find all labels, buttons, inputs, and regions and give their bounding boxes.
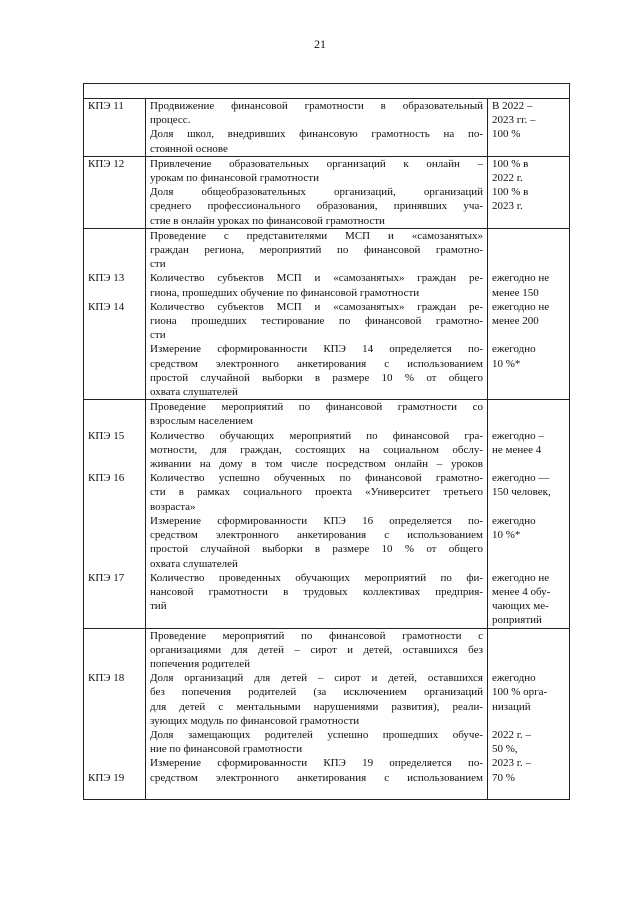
kpe-description-line: средством электронного анкетирования с использованием: [150, 771, 483, 784]
kpe-description-line: Доля замещающих родителей успешно прошедших обуче-: [150, 728, 483, 741]
kpe-description-line: организациями для детей – сирот и детей, оставшихся без: [150, 643, 483, 656]
kpe-description-cell: [146, 156, 488, 228]
kpe-value: 2023 г.: [492, 200, 523, 213]
kpe-value: низаций: [492, 700, 531, 713]
kpe-code: КПЭ 17: [88, 571, 125, 584]
kpe-value: [492, 414, 565, 428]
kpe-code: [88, 528, 141, 542]
kpe-description-line: простой случайной выборки в размере 10 % от общего: [150, 543, 483, 556]
kpe-description-cell: [146, 400, 488, 628]
kpe-code: КПЭ 15: [88, 429, 125, 442]
kpe-description-line: Проведение мероприятий по финансовой грамотности с: [150, 629, 483, 642]
table-row: [84, 628, 570, 799]
kpe-code-cell: [84, 228, 146, 399]
kpe-description-line: простой случайной выборки в размере 10 % от общего: [150, 371, 483, 384]
kpe-value: 50 %,: [492, 743, 518, 756]
kpe-description-line: взрослым населением: [150, 415, 253, 428]
kpe-code: [88, 414, 141, 428]
kpe-value: 100 % орга-: [492, 686, 548, 699]
kpe-code-cell: [84, 99, 146, 157]
kpe-description-line: Количество субъектов МСП и «самозанятых» граждан ре-: [150, 272, 483, 285]
kpe-code: [88, 199, 141, 213]
kpe-description-line: для детей с ментальными нарушениями развития), реали-: [150, 700, 483, 713]
kpe-code: КПЭ 16: [88, 472, 125, 485]
kpe-value: [492, 229, 565, 243]
kpe-value: ежегодно не: [492, 571, 550, 584]
kpe-value: 2023 г. –: [492, 757, 532, 770]
kpe-code: [88, 243, 141, 257]
kpe-value: [492, 457, 565, 471]
table-row: [84, 400, 570, 628]
kpe-description-line: тий: [150, 600, 167, 613]
kpe-description-line: сти: [150, 258, 166, 271]
kpe-code: [88, 113, 141, 127]
kpe-value: менее 200: [492, 315, 539, 328]
kpe-table: [83, 83, 570, 800]
kpe-description-line: попечения родителей: [150, 657, 250, 670]
kpe-value: [492, 142, 565, 156]
kpe-value: 2022 г.: [492, 172, 523, 185]
kpe-code: [88, 127, 141, 141]
kpe-code-cell: [84, 400, 146, 628]
kpe-description-line: ние по финансовой грамотности: [150, 743, 303, 756]
table-header-row: [84, 84, 570, 99]
kpe-code: [88, 785, 141, 799]
kpe-description-cell: [146, 628, 488, 799]
kpe-description-line: Привлечение образовательных организаций к онлайн –: [150, 157, 483, 170]
kpe-description-line: Измерение сформированности КПЭ 14 определяется по-: [150, 343, 483, 356]
kpe-value: [492, 629, 565, 643]
kpe-code: [88, 342, 141, 356]
kpe-code: [88, 542, 141, 556]
kpe-value: [492, 385, 565, 399]
kpe-code: [88, 700, 141, 714]
kpe-description-line: Доля общеобразовательных организаций, организаций: [150, 186, 483, 199]
kpe-value: 100 % в: [492, 186, 529, 199]
kpe-value: [492, 500, 565, 514]
kpe-code: КПЭ 18: [88, 672, 125, 685]
kpe-value: ежегодно: [492, 514, 536, 527]
kpe-description-line: живании на дому в том числе посредством онлайн – уроков: [150, 458, 483, 471]
kpe-code: [88, 142, 141, 156]
kpe-description-line: сти: [150, 329, 166, 342]
kpe-code: [88, 585, 141, 599]
kpe-value: [492, 400, 565, 414]
table-row: [84, 156, 570, 228]
kpe-description-line: стие в онлайн уроках по финансовой грамотности: [150, 214, 385, 227]
kpe-code: [88, 443, 141, 457]
kpe-description-line: сти в рамках социального проекта «Университет третьего: [150, 486, 483, 499]
kpe-code: [88, 685, 141, 699]
kpe-code: [88, 714, 141, 728]
table-row: [84, 99, 570, 157]
kpe-value: [492, 542, 565, 556]
kpe-code: КПЭ 14: [88, 300, 125, 313]
kpe-description-line: средством электронного анкетирования с использованием: [150, 357, 483, 370]
kpe-code: [88, 328, 141, 342]
kpe-value: менее 150: [492, 286, 539, 299]
kpe-description-line: без попечения родителей (за исключением организаций: [150, 686, 483, 699]
kpe-value: [492, 714, 565, 728]
kpe-code: [88, 214, 141, 228]
kpe-value: 10 %*: [492, 529, 521, 542]
kpe-value: В 2022 –: [492, 100, 533, 112]
kpe-code: [88, 457, 141, 471]
kpe-value: [492, 371, 565, 385]
kpe-description-line: возраста»: [150, 500, 196, 513]
kpe-code-cell: [84, 156, 146, 228]
kpe-value: не менее 4: [492, 443, 542, 456]
kpe-table-body: [84, 84, 570, 800]
kpe-description-line: Проведение мероприятий по финансовой грамотности со: [150, 401, 483, 414]
kpe-code: КПЭ 13: [88, 272, 125, 285]
kpe-code: [88, 171, 141, 185]
kpe-code: [88, 500, 141, 514]
kpe-description-line: Доля школ, внедривших финансовую грамотность на по-: [150, 128, 483, 141]
kpe-code: [88, 742, 141, 756]
kpe-code: [88, 229, 141, 243]
kpe-code: [88, 613, 141, 627]
kpe-description-line: граждан региона, мероприятий по финансовой грамотно-: [150, 244, 483, 257]
kpe-description-line: нансовой грамотности в трудовых коллективах предприя-: [150, 585, 483, 598]
kpe-code: [88, 629, 141, 643]
kpe-description-line: процесс.: [150, 114, 191, 127]
kpe-code: [88, 657, 141, 671]
table-header-cell: [84, 84, 570, 99]
kpe-code-cell: [84, 628, 146, 799]
kpe-value: 2023 гг. –: [492, 114, 536, 127]
kpe-value: роприятий: [492, 614, 542, 627]
kpe-description-line: стоянной основе: [150, 142, 228, 155]
kpe-code: КПЭ 19: [88, 771, 125, 784]
table-row: [84, 228, 570, 399]
kpe-description-line: гиона прошедших тестирование по финансовой грамотно-: [150, 315, 483, 328]
kpe-code: [88, 643, 141, 657]
kpe-description-line: Доля организаций для детей – сирот и детей, оставшихся: [150, 672, 483, 685]
kpe-value: менее 4 обу-: [492, 585, 551, 598]
kpe-code: [88, 557, 141, 571]
kpe-value: ежегодно: [492, 343, 536, 356]
kpe-description-line: Продвижение финансовой грамотности в образовательный: [150, 100, 483, 112]
kpe-description-line: гиона, прошедших обучение по финансовой грамотности: [150, 286, 420, 299]
kpe-code: [88, 257, 141, 271]
kpe-code: [88, 314, 141, 328]
kpe-code: [88, 371, 141, 385]
kpe-description-line: охвата слушателей: [150, 557, 238, 570]
kpe-value: 150 человек,: [492, 486, 551, 499]
kpe-description-line: охвата слушателей: [150, 386, 238, 399]
kpe-value: [492, 557, 565, 571]
kpe-value-cell: [488, 628, 570, 799]
kpe-value: 70 %: [492, 771, 515, 784]
kpe-value: ежегодно не: [492, 300, 550, 313]
kpe-value: 10 %*: [492, 357, 521, 370]
kpe-code: [88, 728, 141, 742]
kpe-description-line: мотности, для граждан, состоящих на социальном обслу-: [150, 443, 483, 456]
kpe-description-line: Количество проведенных обучающих мероприятий по фи-: [150, 571, 483, 584]
kpe-value: ежегодно –: [492, 429, 544, 442]
kpe-value: 2022 г. –: [492, 728, 532, 741]
kpe-value: [492, 328, 565, 342]
kpe-description-line: Количество успешно обученных по финансовой грамотно-: [150, 472, 483, 485]
kpe-value: [492, 214, 565, 228]
kpe-description-line: среднего профессионального образования, принявших уча-: [150, 200, 483, 213]
kpe-code: [88, 185, 141, 199]
page-number: 21: [314, 37, 326, 51]
kpe-code: [88, 756, 141, 770]
kpe-value: ежегодно: [492, 672, 536, 685]
kpe-code: КПЭ 11: [88, 100, 124, 112]
kpe-description-line: Проведение с представителями МСП и «самозанятых»: [150, 229, 483, 242]
kpe-description-cell: [146, 228, 488, 399]
kpe-description-line: урокам по финансовой грамотности: [150, 172, 319, 185]
kpe-description-line: Количество обучающих мероприятий по финансовой гра-: [150, 429, 483, 442]
kpe-value: 100 %: [492, 128, 521, 141]
kpe-description-line: зующих модуль по финансовой грамотности: [150, 714, 360, 727]
kpe-code: [88, 400, 141, 414]
kpe-code: [88, 514, 141, 528]
kpe-code: [88, 286, 141, 300]
kpe-description-line: средством электронного анкетирования с использованием: [150, 529, 483, 542]
kpe-code: [88, 485, 141, 499]
kpe-description-cell: [146, 99, 488, 157]
kpe-code: [88, 599, 141, 613]
kpe-code: КПЭ 12: [88, 157, 125, 170]
kpe-value: [492, 643, 565, 657]
kpe-description-line: [150, 613, 483, 627]
kpe-value: чающих ме-: [492, 600, 549, 613]
kpe-value-cell: [488, 228, 570, 399]
kpe-value: ежегодно не: [492, 272, 550, 285]
kpe-value-cell: [488, 400, 570, 628]
kpe-description-line: Измерение сформированности КПЭ 19 определяется по-: [150, 757, 483, 770]
kpe-code: [88, 357, 141, 371]
kpe-value: [492, 657, 565, 671]
kpe-description-line: Измерение сформированности КПЭ 16 определяется по-: [150, 514, 483, 527]
kpe-value: ежегодно —: [492, 472, 550, 485]
kpe-value: [492, 243, 565, 257]
kpe-description-line: Количество субъектов МСП и «самозанятых» граждан ре-: [150, 300, 483, 313]
kpe-value-cell: [488, 99, 570, 157]
kpe-value-cell: [488, 156, 570, 228]
kpe-value: [492, 257, 565, 271]
kpe-value: 100 % в: [492, 157, 529, 170]
